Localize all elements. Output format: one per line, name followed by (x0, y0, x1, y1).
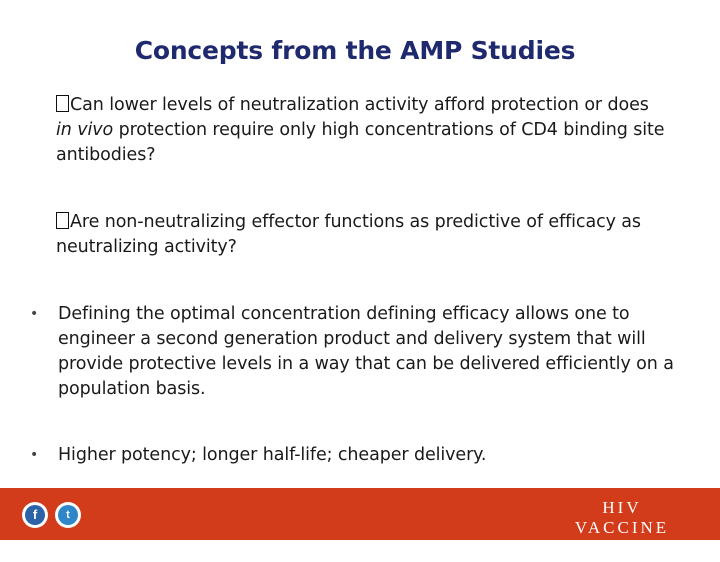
brand-sub: TRIALS NETWORK (584, 540, 660, 559)
footer-bar (0, 488, 720, 559)
question-2 (56, 210, 696, 260)
twitter-icon[interactable] (55, 502, 81, 528)
question-1 (56, 93, 696, 168)
bullet-item (30, 443, 690, 468)
missing-glyph-box-icon (56, 212, 69, 229)
twitter-glyph: t (58, 505, 78, 525)
brand-main: HIV VACCINE (574, 498, 670, 537)
bullet-item (30, 302, 690, 402)
question-1-italic: in vivo (56, 120, 114, 140)
facebook-glyph: f (25, 505, 45, 525)
bullet-icon: • (30, 447, 39, 463)
facebook-icon[interactable] (22, 502, 48, 528)
question-1-pre: Can lower levels of neutralization activity afford protection or does (70, 95, 649, 115)
bullet-icon: • (30, 306, 39, 322)
slide-title: Concepts from the AMP Studies (134, 36, 576, 65)
question-2-text: Are non-neutralizing effector functions as predictive of efficacy as neutralizing activity? (56, 212, 641, 257)
brand-logo (552, 498, 692, 562)
bullet-text: Defining the optimal concentration defining efficacy allows one to engineer a second generation product and delivery system that will provide protective levels in a way that can be delivered efficiently on a population basis. (58, 304, 674, 399)
missing-glyph-box-icon (56, 95, 69, 112)
question-1-post: protection require only high concentrations of CD4 binding site antibodies? (56, 120, 665, 165)
bullet-text: Higher potency; longer half-life; cheaper delivery. (58, 445, 487, 465)
